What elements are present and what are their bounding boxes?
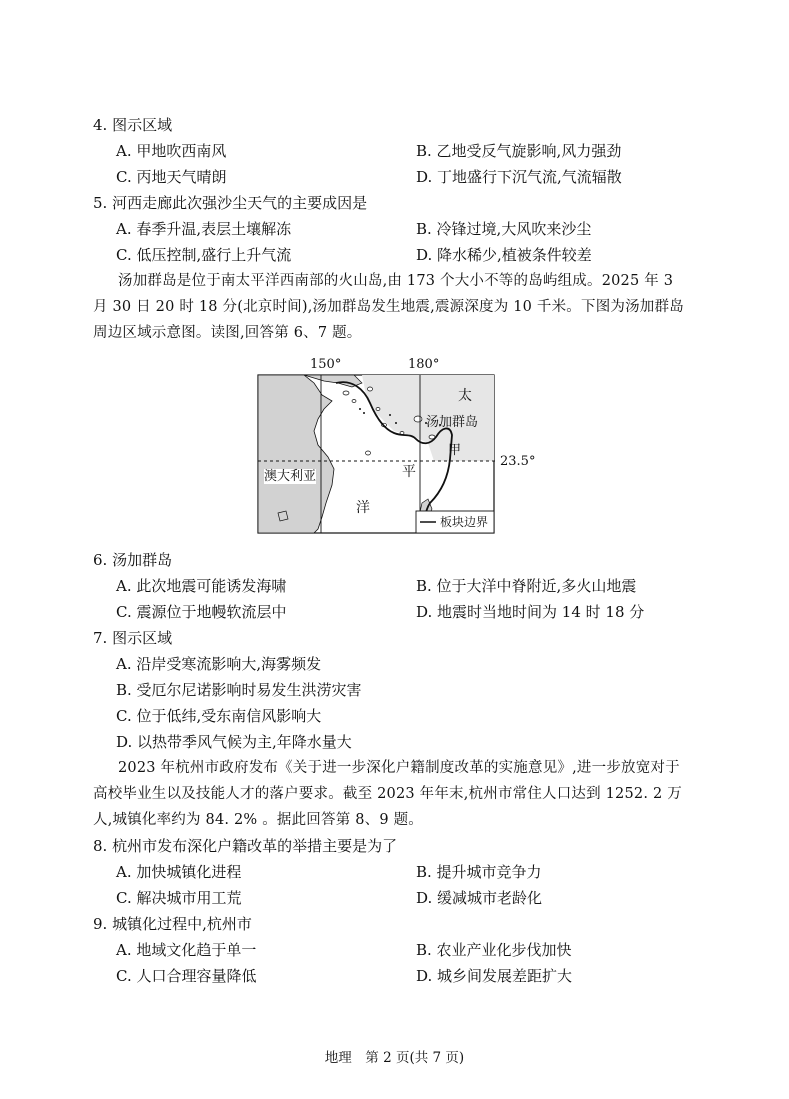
q8-option-d: D. 缓减城市老龄化 xyxy=(416,889,543,907)
q6-option-c: C. 震源位于地幔软流层中 xyxy=(116,603,287,621)
q7-option-d: D. 以热带季风气候为主,年降水量大 xyxy=(116,733,352,751)
land-tasmania xyxy=(278,511,288,521)
q7-option-c: C. 位于低纬,受东南信风影响大 xyxy=(116,707,322,725)
question-9-stem: 9. 城镇化过程中,杭州市 xyxy=(93,915,252,933)
q9-option-b: B. 农业产业化步伐加快 xyxy=(416,941,572,959)
question-6-stem: 6. 汤加群岛 xyxy=(93,551,173,569)
q5-option-b: B. 冷锋过境,大风吹来沙尘 xyxy=(416,220,592,238)
land-australia xyxy=(258,375,334,533)
tonga-intro-line-3: 周边区域示意图。读图,回答第 6、7 题。 xyxy=(93,325,362,341)
label-yang: 洋 xyxy=(356,500,370,516)
label-tai: 太 xyxy=(458,388,472,404)
q5-option-d: D. 降水稀少,植被条件较差 xyxy=(416,246,592,264)
q6-option-a: A. 此次地震可能诱发海啸 xyxy=(116,577,287,595)
label-australia: 澳大利亚 xyxy=(264,469,317,484)
label-latitude: 23.5° xyxy=(500,454,536,469)
hangzhou-intro-line-2: 高校毕业生以及技能人才的落户要求。截至 2023 年年末,杭州市常住人口达到 1252. 2 万 xyxy=(93,786,682,802)
q6-option-b: B. 位于大洋中脊附近,多火山地震 xyxy=(416,577,637,595)
q4-option-b: B. 乙地受反气旋影响,风力强劲 xyxy=(416,142,622,160)
label-lon-180: 180° xyxy=(408,357,440,372)
question-7-stem: 7. 图示区域 xyxy=(93,629,173,647)
question-4-stem: 4. 图示区域 xyxy=(93,116,173,134)
question-8-stem: 8. 杭州市发布深化户籍改革的举措主要是为了 xyxy=(93,837,398,855)
tonga-intro-line-1: 汤加群岛是位于南太平洋西南部的火山岛,由 173 个大小不等的岛屿组成。2025 年 3 xyxy=(118,273,674,289)
label-tonga: 汤加群岛 xyxy=(426,415,479,430)
q8-option-b: B. 提升城市竞争力 xyxy=(416,863,542,881)
label-legend: 板块边界 xyxy=(440,515,489,529)
tonga-region-map xyxy=(244,353,544,541)
label-lon-150: 150° xyxy=(310,357,342,372)
label-jia: 甲 xyxy=(448,443,462,458)
q8-option-a: A. 加快城镇化进程 xyxy=(116,863,242,881)
q4-option-a: A. 甲地吹西南风 xyxy=(116,142,227,160)
hangzhou-intro-line-3: 人,城镇化率约为 84. 2% 。据此回答第 8、9 题。 xyxy=(93,812,423,828)
q4-option-d: D. 丁地盛行下沉气流,气流辐散 xyxy=(416,168,622,186)
q4-option-c: C. 丙地天气晴朗 xyxy=(116,168,227,186)
q5-option-c: C. 低压控制,盛行上升气流 xyxy=(116,246,292,264)
q9-option-a: A. 地域文化趋于单一 xyxy=(116,941,257,959)
question-5-stem: 5. 河西走廊此次强沙尘天气的主要成因是 xyxy=(93,194,368,212)
map-svg xyxy=(244,353,544,541)
q5-option-a: A. 春季升温,表层土壤解冻 xyxy=(116,220,292,238)
q9-option-c: C. 人口合理容量降低 xyxy=(116,967,257,985)
q9-option-d: D. 城乡间发展差距扩大 xyxy=(416,967,573,985)
q6-option-d: D. 地震时当地时间为 14 时 18 分 xyxy=(416,603,645,621)
label-ping: 平 xyxy=(402,464,416,480)
page-footer: 地理 第 2 页(共 7 页) xyxy=(324,1050,465,1066)
q7-option-b: B. 受厄尔尼诺影响时易发生洪涝灾害 xyxy=(116,681,362,699)
q7-option-a: A. 沿岸受寒流影响大,海雾频发 xyxy=(116,655,322,673)
tonga-intro-line-2: 月 30 日 20 时 18 分(北京时间),汤加群岛发生地震,震源深度为 10 千米。下图为汤加群岛 xyxy=(93,299,684,315)
hangzhou-intro-line-1: 2023 年杭州市政府发布《关于进一步深化户籍制度改革的实施意见》,进一步放宽对于 xyxy=(118,760,680,776)
q8-option-c: C. 解决城市用工荒 xyxy=(116,889,242,907)
